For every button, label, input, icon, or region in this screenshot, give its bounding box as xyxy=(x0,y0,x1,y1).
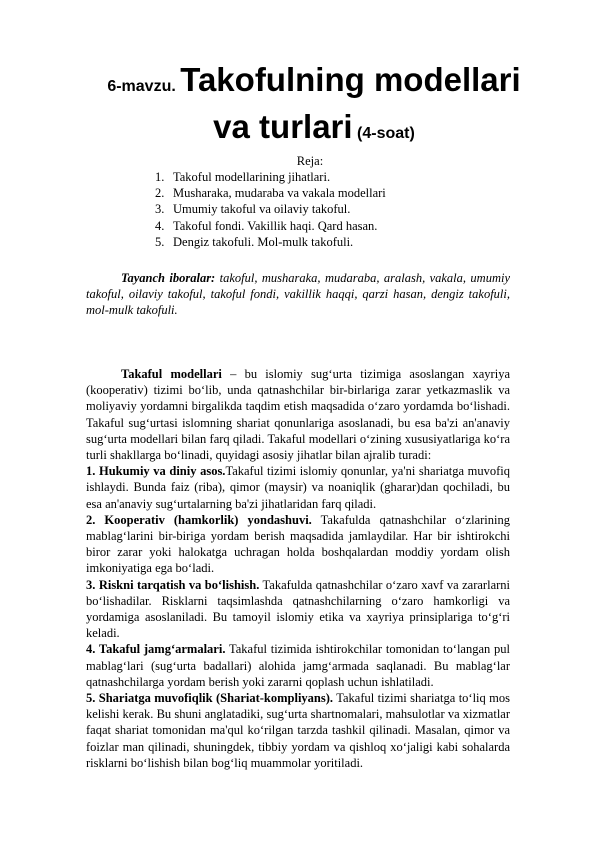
aspect-heading: 5. Shariatga muvofiqlik (Shariat-kompliyans). xyxy=(86,691,334,706)
plan-item: 1. Takoful modellarining jihatlari. xyxy=(155,170,331,184)
aspect-paragraph: 1. Hukumiy va diniy asos.Takaful tizimi islomiy qonunlar, ya'ni shariatga muvofiq ishlaydi. Bunda faiz (riba), qimor (maysir) va noaniqlik (gharar)dan qochiladi, bu esa an'anaviy sug‘urtalarning ba'zi jihatlaridan farq qiladi. xyxy=(86,464,510,511)
aspect-paragraph: 5. Shariatga muvofiqlik (Shariat-kompliyans). Takaful tizimi shariatga to‘liq mos kelishi kerak. Bu shuni anglatadiki, sug‘urta shartnomalari, mahsulotlar va xizmatlar faqat shariat tomonidan ma'qul ko‘rilgan tarzda tashkil qilinadi. Masalan, qimor va foizlar man qilinadi, shuningdek, tibbiy yordam va qishloq xo‘jaligi kabi sohalarda risklarni bo‘lishish bilan bog‘liq muammolar yoritiladi. xyxy=(86,691,511,770)
plan-item: 5. Dengiz takofuli. Mol-mulk takofuli. xyxy=(155,234,354,249)
aspect-paragraph: 3. Riskni tarqatish va bo‘lishish. Takafulda qatnashchilar o‘zaro xavf va zararlarni bo‘lishadilar. Risklarni taqsimlashda qatnashchilarning o‘zaro hamkorligi va yordamiga asoslaniladi. Bu tamoyil islomiy etika va xayriya prinsiplariga to‘g‘ri keladi. xyxy=(86,577,511,641)
keywords-paragraph xyxy=(86,270,510,319)
intro-term: Takaful modellari xyxy=(121,367,222,381)
title-hours: (4-soat) xyxy=(357,125,415,142)
plan-item: 3. Umumiy takoful va oilaviy takoful. xyxy=(155,202,351,217)
aspect-heading: 4. Takaful jamg‘armalari. xyxy=(86,642,226,657)
document-title xyxy=(84,60,544,154)
keywords-label: Tayanch iboralar: xyxy=(121,271,216,285)
aspect-heading: 1. Hukumiy va diniy asos. xyxy=(86,464,226,479)
aspect-heading: 2. Kooperativ (hamkorlik) yondashuvi. xyxy=(86,512,312,527)
plan-list xyxy=(155,169,386,250)
intro-paragraph: Takaful modellari – bu islomiy sug‘urta tizimiga asoslangan xayriya (kooperativ) tizimi bo‘lib, unda qatnashchilar bir-birlariga zarar yetkazmaslik va moliyaviy yordamni birgalikda taqdim etish maqsadida o‘zaro yordamda bo‘lishadi. Takaful sug‘urtasi islomning shariat qonunlariga asoslanadi, bu esa ba'zi an'anaviy sug‘urta modellari bilan farq qiladi. Takaful modellari o‘zining xususiyatlariga ko‘ra turli shakllarga bo‘linadi, quyidagi asosiy jihatlar bilan ajralib turadi: xyxy=(86,367,510,463)
aspect-paragraph: 4. Takaful jamg‘armalari. Takaful tizimida ishtirokchilar tomonidan to‘langan pul mablag‘lari (sug‘urta badallari) alohida jamg‘armada saqlanadi. Bu mablag‘lar qatnashchilarga yordam berish yoki zararni qoplash uchun ishlatiladi. xyxy=(86,642,510,689)
plan-item: 4. Takoful fondi. Vakillik haqi. Qard hasan. xyxy=(155,218,378,233)
topic-number: 6-mavzu. xyxy=(107,78,176,95)
body-text xyxy=(86,366,510,771)
title-line-1: Takofulning modellari xyxy=(180,61,521,98)
keywords-text: takoful, musharaka, mudaraba, aralash, vakala, umumiy takoful, oilaviy takoful, takoful fondi, vakillik haqqi, qarzi hasan, dengiz takofuli, mol-mulk takofuli. xyxy=(86,271,511,318)
plan-heading: Reja: xyxy=(296,154,324,168)
aspect-heading: 3. Riskni tarqatish va bo‘lishish. xyxy=(86,577,260,592)
aspect-paragraph: 2. Kooperativ (hamkorlik) yondashuvi. Takafulda qatnashchilar o‘zlarining mablag‘larini bir-biriga yordam berish maqsadida jamlaydilar. Har bir ishtirokchi biror zarar yoki halokatga uchragan holda boshqalardan moddiy yordam olish imkoniyatiga ega bo‘ladi. xyxy=(86,512,510,576)
title-line-2: va turlari xyxy=(213,108,353,145)
plan-item: 2. Musharaka, mudaraba va vakala modellari xyxy=(155,186,386,201)
